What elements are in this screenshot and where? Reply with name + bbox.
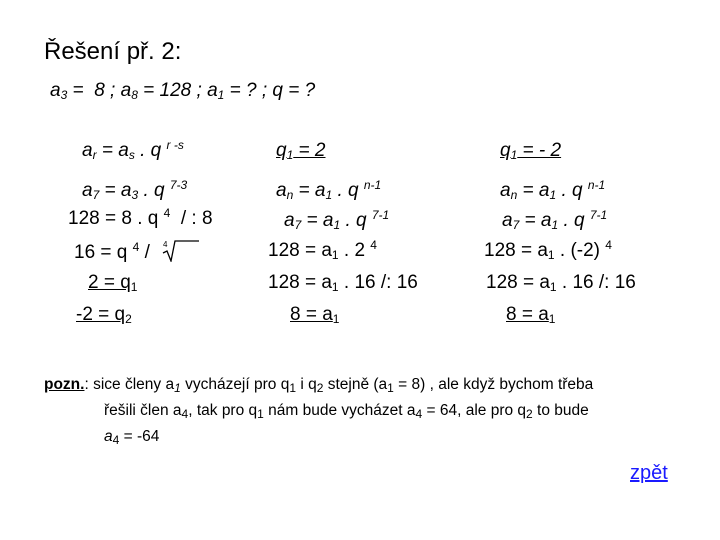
col2-line4: $128 = a_1$ . 16 /: 16 <box>268 272 418 294</box>
col1-line1: $a_7 = a_3$ . q $^{7-3}$ <box>82 178 188 202</box>
col3-heading: $q_1$ = - 2 <box>500 140 562 162</box>
note-line-1: pozn.: sice členy $a_1$ vycházejí pro $q_1$ i $q_2$ stejně $(a_1 = 8)$ , ale když bychom třeba <box>44 376 594 395</box>
note-line-3: $a_4 = -64$ <box>104 428 160 447</box>
col3-line4: $128 = a_1$ . 16 /: 16 <box>486 272 636 294</box>
given-values: $a_3 = 8$ ; $a_8 = 128$ ; $a_1$ = ? ; q = ? <box>50 80 316 102</box>
col2-line1: $a_n = a_1$ . q $^{n-1}$ <box>276 178 382 202</box>
col3-line3: $128 = a_1$ . (-2) $^4$ <box>484 238 612 262</box>
col1-line3: 16 = q $^4$ / 4 <box>74 240 179 264</box>
page-title: Řešení př. 2: <box>44 38 182 65</box>
col2-line5: $8 = a_1$ <box>290 304 340 326</box>
col2-heading: $q_1 = 2$ <box>276 140 326 162</box>
col3-line5: $8 = a_1$ <box>506 304 556 326</box>
col3-line1: $a_n = a_1$ . q $^{n-1}$ <box>500 178 606 202</box>
col2-line3: $128 = a_1$ . 2 $^4$ <box>268 238 377 262</box>
col2-line2: $a_7 = a_1$ . q $^{7-1}$ <box>284 208 390 232</box>
col1-line2: 128 = 8 . q $^4$ / : 8 <box>68 206 213 229</box>
note-paragraph <box>44 372 593 450</box>
note-line-2: řešili člen $a_4$, tak pro $q_1$ nám bude vycházet $a_4 = 64$, ale pro $q_2$ to bude <box>104 402 589 421</box>
col3-line2: $a_7 = a_1$ . q $^{7-1}$ <box>502 208 608 232</box>
fourth-root-icon <box>155 240 179 262</box>
col1-line4: $2 = q_1$ <box>88 272 138 294</box>
general-formula: $a_r = a_s$ . q $^{r -s}$ <box>82 138 184 162</box>
col1-line5: $-2 = q_2$ <box>76 304 132 326</box>
back-link[interactable]: zpět <box>630 462 668 484</box>
svg-text:4: 4 <box>163 240 168 249</box>
